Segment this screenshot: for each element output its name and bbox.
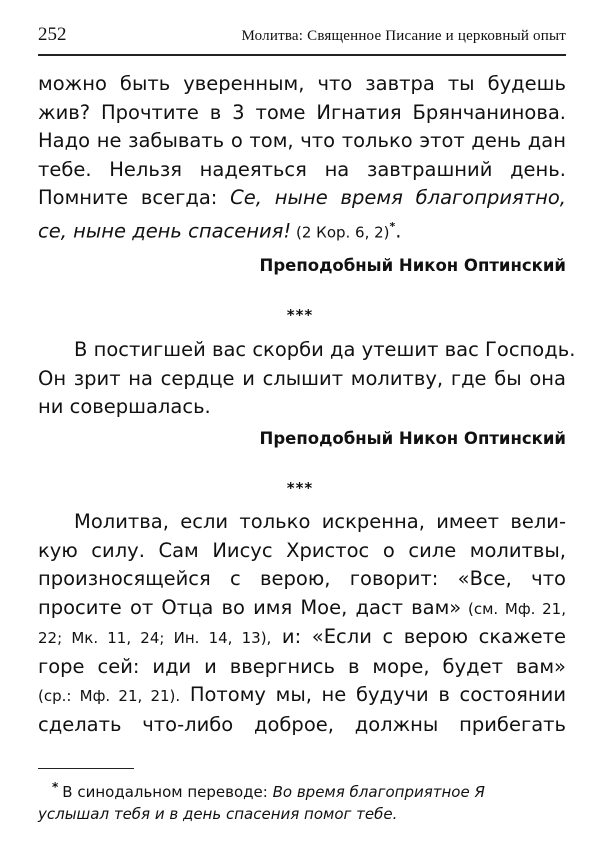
text-line: кую силу. Сам Иисус Христос о силе молитвы, [38, 538, 566, 562]
scripture-quote: се, ныне день спасения! [38, 219, 292, 242]
text-line: произносящейся с верою, говорит: «Все, что [38, 567, 566, 590]
page-number: 252 [38, 24, 67, 45]
scripture-reference: (см. Мф. 21, [461, 599, 566, 618]
text-line: Молитва, если только искренна, имеет вели- [74, 510, 566, 533]
scripture-quote: Се, ныне время благоприятно, [230, 186, 566, 209]
paragraph-1 [38, 70, 566, 247]
text-line: тебе. Нельзя надеяться на завтрашний день. [38, 157, 566, 181]
text-line: можно быть уверенным, что завтра ты будешь [38, 72, 566, 95]
text-span: и: «Если с верою скажете [271, 625, 566, 648]
signature-author: Преподобный Никон Оптинский [259, 256, 566, 275]
text-line [38, 184, 566, 213]
text-span: просите от Отца во имя Мое, даст вам» [38, 595, 462, 619]
text-line [38, 681, 566, 711]
footnote-quote: Во время благоприятное Я [272, 783, 485, 801]
section-separator: *** [286, 306, 314, 324]
footnote-divider [38, 768, 134, 769]
text-span: Помните всегда: [38, 186, 231, 209]
text-line: сделать что-либо доброе, должны прибегать [38, 712, 566, 736]
text-line: Он зрит на сердце и слышит молитву, где бы она [38, 366, 566, 390]
text-line [38, 213, 566, 247]
text-span: В синодальном переводе: [62, 783, 273, 801]
text-span: . [395, 219, 402, 242]
scripture-reference: (2 Кор. 6, 2) [291, 223, 390, 241]
footnote-marker: * [52, 780, 59, 794]
paragraph-3 [38, 508, 566, 739]
text-line: жив? Прочтите в 3 томе Игнатия Брянчанинова. [38, 100, 566, 124]
text-line: В постигшей вас скорби да утешит вас Господь. [74, 338, 576, 361]
page-header [38, 22, 566, 56]
text-line: горе сей: иди и ввергнись в море, будет вам» [38, 654, 566, 678]
paragraph-2 [38, 336, 576, 422]
text-span: Потому мы, не будучи в состоянии [180, 683, 567, 706]
scripture-reference: (ср.: Мф. 21, 21). [38, 687, 181, 705]
scripture-reference: 22; Мк. 11, 24; Ин. 14, 13), [38, 629, 272, 647]
running-title: Молитва: Священное Писание и церковный опыт [241, 28, 566, 44]
footnote-line: услышал тебя и в день спасения помог тебе. [38, 805, 398, 823]
section-separator: *** [286, 479, 314, 497]
footnote-marker: * [389, 219, 396, 233]
text-line: Надо не забывать о том, что только этот день дан [38, 129, 566, 152]
text-line [38, 623, 566, 653]
signature-author: Преподобный Никон Оптинский [259, 429, 566, 448]
footnote-line [38, 776, 566, 803]
text-line [38, 594, 566, 624]
text-line: ни совершалась. [38, 395, 211, 418]
footnote [38, 776, 566, 825]
